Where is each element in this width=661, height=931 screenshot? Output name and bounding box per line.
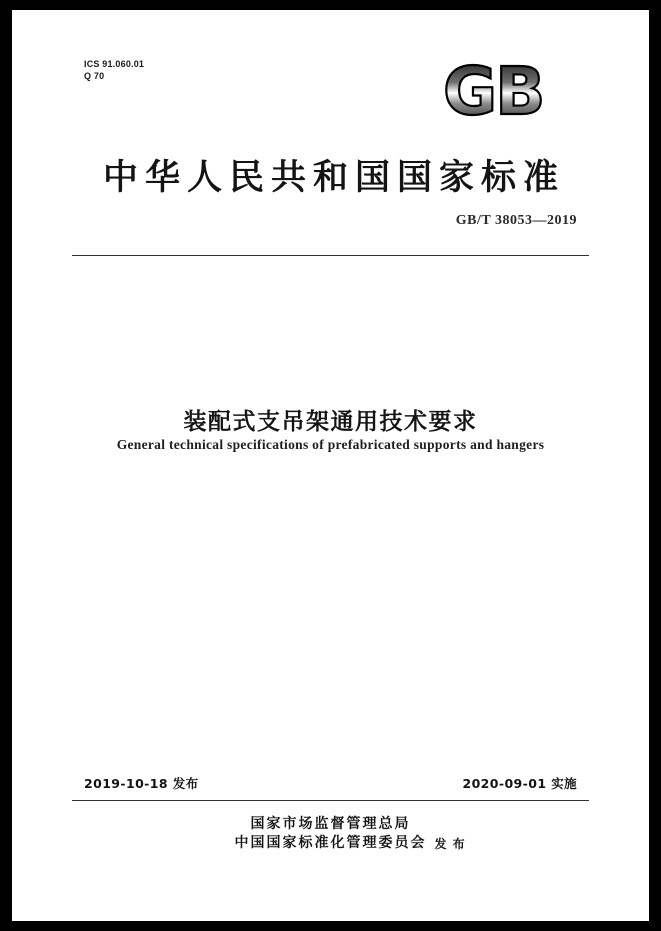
divider-top bbox=[72, 255, 589, 256]
ics-block bbox=[84, 58, 144, 82]
document-title-chinese: 装配式支吊架通用技术要求 bbox=[183, 409, 478, 435]
standard-cover-page bbox=[12, 10, 649, 921]
standard-number: GB/T 38053—2019 bbox=[455, 213, 577, 228]
implementation-date: 2020-09-01 实施 bbox=[462, 776, 577, 791]
release-label: 发 布 bbox=[434, 837, 466, 851]
issue-date: 2019-10-18 发布 bbox=[84, 776, 199, 791]
publisher-block bbox=[12, 815, 649, 853]
ccs-code: Q 70 bbox=[84, 71, 105, 82]
publisher-line-2: 中国国家标准化管理委员会 bbox=[234, 835, 427, 852]
document-title-english: General technical specifications of prefabricated supports and hangers bbox=[116, 437, 545, 452]
page-title: 中华人民共和国国家标准 bbox=[102, 158, 565, 198]
svg-text:GB: GB bbox=[443, 60, 544, 122]
gb-logo-icon bbox=[443, 60, 571, 122]
ics-code: ICS 91.060.01 bbox=[84, 59, 145, 69]
divider-bottom bbox=[72, 800, 589, 801]
publisher-line-1: 国家市场监督管理总局 bbox=[250, 816, 411, 833]
